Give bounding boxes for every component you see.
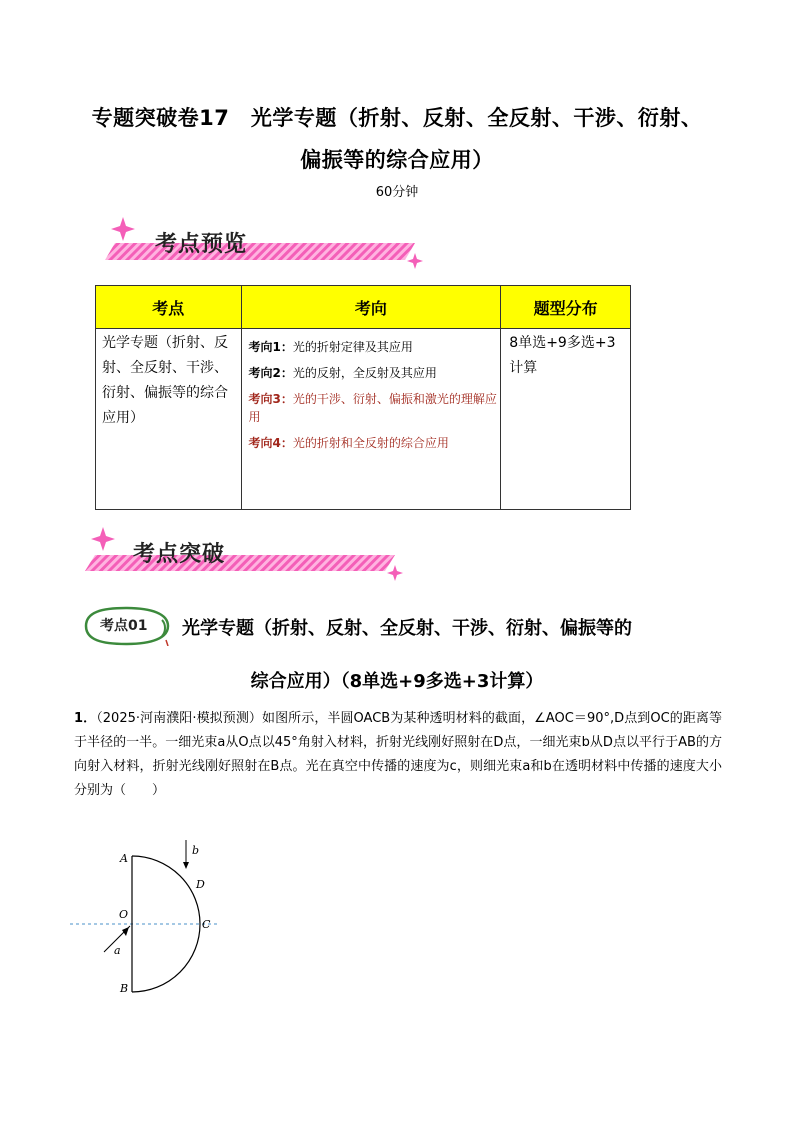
label-B: B [120, 982, 129, 995]
label-A: A [120, 852, 128, 865]
direction-cell [241, 329, 501, 510]
direction-item-1: 考向1：光的折射定律及其应用 [248, 340, 413, 354]
kaodian-title-line2: 综合应用）（8单选+9多选+3计算） [250, 671, 544, 692]
table-header-topic: 考点 [96, 286, 242, 329]
direction-item-2: 考向2：光的反射，全反射及其应用 [248, 366, 437, 380]
label-C: C [202, 918, 211, 931]
kaodian-badge [82, 606, 168, 642]
section-title-breakthrough: 考点突破 [133, 542, 226, 567]
section-banner-preview [85, 215, 415, 275]
kaodian-badge-label: 考点01 [100, 618, 148, 634]
banner-decoration-icon [85, 215, 425, 275]
label-O: O [119, 908, 129, 921]
table-row [96, 329, 631, 510]
table-header-distribution: 题型分布 [501, 286, 631, 329]
semicircle-figure [68, 838, 238, 998]
direction-item-4: 考向4：光的折射和全反射的综合应用 [248, 436, 449, 450]
direction-item-3: 考向3：光的干涉、衍射、偏振和激光的理解应用 [248, 392, 497, 424]
label-D: D [196, 878, 205, 891]
page-title-line1: 专题突破卷17 光学专题（折射、反射、全反射、干涉、衍射、 [91, 106, 703, 130]
page-title-line2: 偏振等的综合应用） [300, 148, 494, 172]
section-banner-breakthrough [85, 525, 415, 585]
question-source: （2025·河南濮阳·模拟预测） [96, 711, 262, 726]
kaodian-title-line1: 光学专题（折射、反射、全反射、干涉、衍射、偏振等的 [182, 618, 632, 639]
duration-label: 60分钟 [375, 185, 419, 200]
table-header-direction: 考向 [241, 286, 501, 329]
topic-table [95, 285, 631, 510]
distribution-cell: 8单选+9多选+3计算 [501, 329, 631, 510]
semicircle-diagram-icon [68, 838, 238, 998]
topic-cell: 光学专题（折射、反射、全反射、干涉、衍射、偏振等的综合应用） [96, 329, 242, 510]
question-1 [74, 707, 722, 803]
question-body: 如图所示，半圆OACB为某种透明材料的截面，∠AOC＝90°,D点到OC的距离等于半径的一半。一细光束a从O点以45°角射入材料，折射光线刚好照射在D点，一细光束b从D点以平行于AB的方向射入材料，折射光线刚好照射在B点。光在真空中传播的速度为c，则细光束a和b在透明材料中传播的速度大小分别为（ ） [74, 711, 722, 798]
table-header-row [96, 286, 631, 329]
section-title-preview: 考点预览 [155, 232, 248, 257]
label-b: b [192, 844, 200, 857]
label-a: a [114, 944, 121, 957]
question-number: 1． [74, 711, 97, 726]
